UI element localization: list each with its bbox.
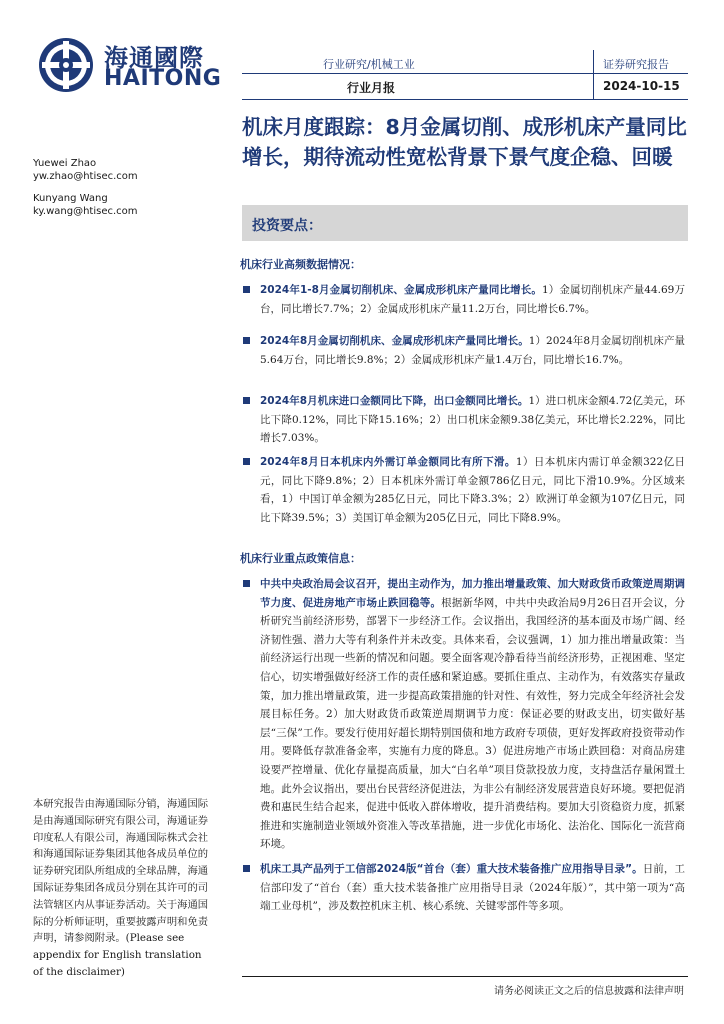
data-item-3: [260, 392, 685, 448]
header-divider-bottom: [242, 99, 688, 100]
footer-divider: [242, 976, 688, 977]
data-item-2: [260, 332, 685, 369]
data-item-1-lead: 2024年1-8月金属切削机床、金属成形机床产量同比增长。: [260, 284, 542, 296]
policy-item-1-body: 根据新华网，中共中央政治局9月26日召开会议，分析研究当前经济形势，部署下一步经济工作。会议指出，我国经济的基本面及市场广阔、经济韧性强、潜力大等有利条件并未改变。具体来看，会议强调，1）加力推出增量政策：当前经济运行出现一些新的情况和问题。要全面客观冷静看待当前经济形势，正视困难、坚定信心，切实增强做好经济工作的责任感和紧迫感。要抓住重点、主动作为，有效落实存量政策，加力推出增量政策，进一步提高政策措施的针对性、有效性，努力完成全年经济社会发展目标任务。2）加大财政货币政策逆周期调节力度：保证必要的财政支出，切实做好基层“三保”工作。要发行使用好超长期特别国债和地方政府专项债，更好发挥政府投资带动作用。要降低存款准备金率，实施有力度的降息。3）促进房地产市场止跌回稳：对商品房建设要严控增量、优化存量提高质量，加大“白名单”项目贷款投放力度，支持盘活存量闲置土地。此外会议指出，要出台民营经济促进法，为非公有制经济发展营造良好环境。要把促消费和惠民生结合起来，促进中低收入群体增收，提升消费结构。要加大引资稳资力度，抓紧推进和实施制造业领域外资准入等改革措施，进一步优化市场化、法治化、国际化一流营商环境。: [260, 596, 686, 851]
author-name-1: Yuewei Zhao: [33, 158, 97, 169]
data-item-3-lead: 2024年8月机床进口金额同比下降，出口金额同比增长。: [260, 395, 529, 407]
data-item-1-body: 1）金属切削机床产量44.69万台，同比增长7.7%；2）金属成形机床产量11.2万台，同比增长6.7%。: [260, 284, 685, 315]
brand-name-en: HAITONG: [104, 66, 222, 91]
data-item-2-body: 1）2024年8月金属切削机床产量5.64万台，同比增长9.8%；2）金属成形机床产量1.4万台，同比增长16.7%。: [260, 335, 685, 366]
policy-item-1: [260, 575, 685, 854]
author-email-2[interactable]: ky.wang@htisec.com: [33, 206, 138, 217]
report-date: 2024-10-15: [603, 79, 680, 93]
section-heading-policy: 机床行业重点政策信息：: [240, 552, 361, 565]
data-item-1: [260, 281, 685, 318]
header-divider-top: [242, 73, 688, 74]
report-type: 证券研究报告: [603, 58, 669, 71]
disclaimer-text: 本研究报告由海通国际分销，海通国际是由海通国际研究有限公司，海通证券印度私人有限公司，海通国际株式会社和海通国际证券集团其他各成员单位的证券研究团队所组成的全球品牌，海通国际证券集团各成员分别在其许可的司法管辖区内从事证券活动。关于海通国际的分析师证明，重要披露声明和免责声明，请参阅附录。(Please see appendix for English translation of the disclaimer): [33, 798, 209, 978]
author-name-2: Kunyang Wang: [33, 193, 108, 204]
data-item-4-body: 1）日本机床内需订单金额322亿日元，同比下降9.8%；2）日本机床外需订单金额786亿日元，同比下滑10.9%。分区域来看，1）中国订单金额为285亿日元，同比下降3.3%；2）欧洲订单金额为107亿日元，同比下降39.5%；3）美国订单金额为205亿日元，同比下降8.9%。: [260, 456, 685, 524]
report-category: 行业研究/机械工业: [323, 58, 415, 71]
bullet-icon: [243, 337, 250, 344]
policy-item-2: [260, 860, 685, 916]
bullet-icon: [243, 397, 250, 404]
bullet-icon: [243, 580, 250, 587]
policy-item-1-lead: 中共中央政治局会议召开，提出主动作为，加力推出增量政策、加大财政货币政策逆周期调节力度、促进房地产市场止跌回稳等。: [260, 578, 685, 609]
footer-notice: 请务必阅读正文之后的信息披露和法律声明: [494, 986, 684, 997]
data-item-3-body: 1）进口机床金额4.72亿美元，环比下降0.12%，同比下降15.16%；2）出口机床金额9.38亿美元，环比增长2.22%，同比增长7.03%。: [260, 395, 686, 445]
policy-item-2-body: 日前，工信部印发了“首台（套）重大技术装备推广应用指导目录（2024年版）”，其中第一项为“高端工业母机”，涉及数控机床主机、核心系统、关键零部件等多项。: [260, 863, 686, 913]
data-item-4: [260, 453, 685, 527]
bullet-icon: [243, 865, 250, 872]
haitong-logo: [38, 37, 222, 93]
policy-item-2-lead: 机床工具产品列于工信部2024版“首台（套）重大技术装备推广应用指导目录”。: [260, 863, 643, 875]
section-heading-data: 机床行业高频数据情况：: [240, 258, 361, 271]
author-email-1[interactable]: yw.zhao@htisec.com: [33, 171, 138, 182]
data-item-4-lead: 2024年8月日本机床内外需订单金额同比有所下滑。: [260, 456, 516, 468]
highlights-label: 投资要点：: [252, 218, 322, 234]
header-column-divider: [593, 50, 594, 99]
bullet-icon: [243, 458, 250, 465]
report-title: 机床月度跟踪：8月金属切削、成形机床产量同比增长，期待流动性宽松背景下景气度企稳、回暖: [242, 115, 687, 169]
haitong-emblem-icon: [38, 37, 94, 93]
data-item-2-lead: 2024年8月金属切削机床、金属成形机床产量同比增长。: [260, 335, 529, 347]
report-subtitle: 行业月报: [347, 81, 396, 95]
brand-name-cn: 海通國際: [104, 44, 204, 72]
bullet-icon: [243, 286, 250, 293]
